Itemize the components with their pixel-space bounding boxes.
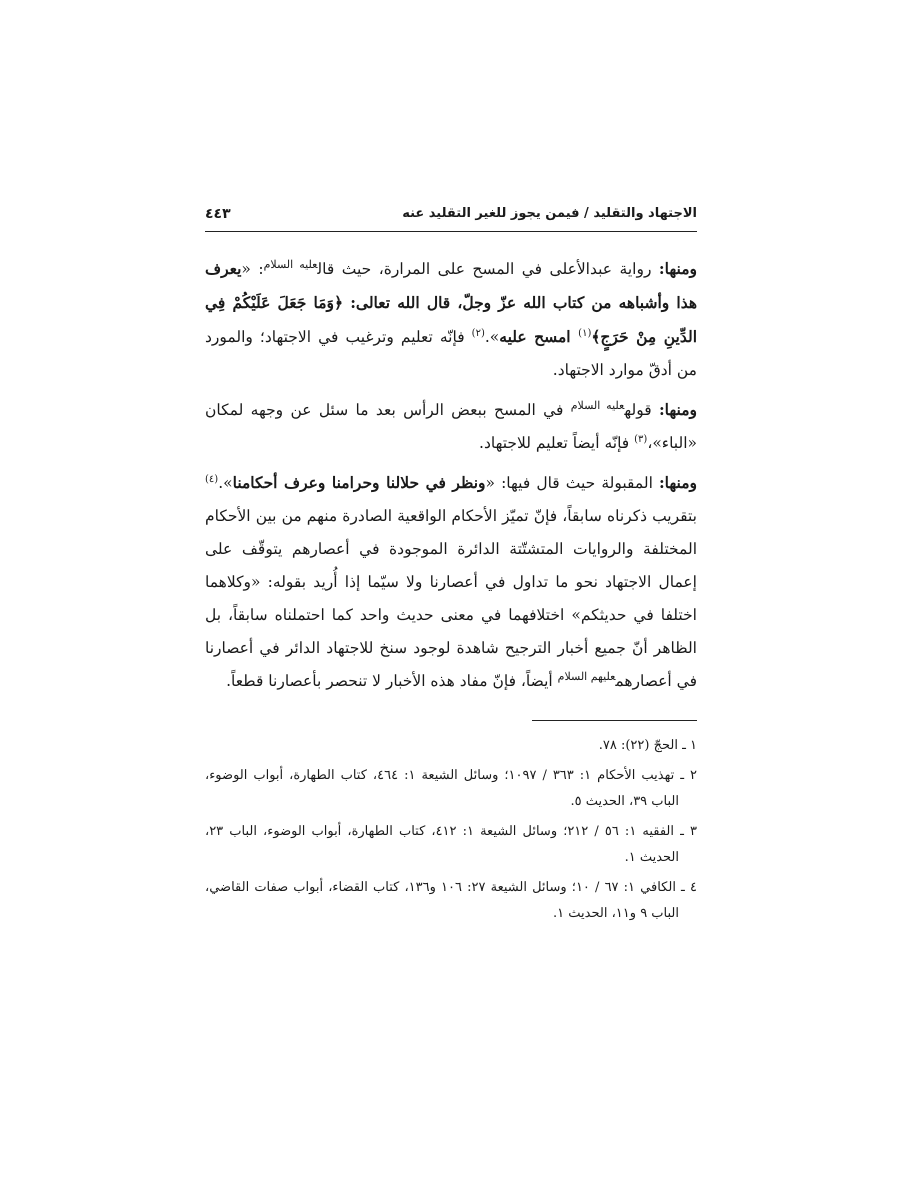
paragraph-text: في المسح ببعض الرأس بعد ما سئل عن وجهه لمكان «الباء»، xyxy=(205,401,697,452)
footnote-ref: (٤) xyxy=(205,473,219,485)
main-text xyxy=(205,252,697,698)
footnote-separator xyxy=(532,720,697,721)
running-header xyxy=(205,200,697,230)
paragraph-text: : « xyxy=(241,260,264,278)
header-rule xyxy=(205,231,697,232)
footnote-ref: (١) xyxy=(578,327,592,339)
paragraph-text: رواية عبدالأعلى في المسح على المرارة، حيث قال xyxy=(317,260,659,278)
quoted-hadith: امسح عليه xyxy=(499,327,579,346)
paragraph-lead: ومنها: xyxy=(658,259,697,278)
footnote-ref: (٣) xyxy=(634,433,648,445)
paragraph-text: ». xyxy=(484,328,500,346)
paragraph-3 xyxy=(205,466,697,698)
footnote: ٢ ـ تهذيب الأحكام ١: ٣٦٣ / ١٠٩٧؛ وسائل الشيعة ١: ٤٦٤، كتاب الطهارة، أبواب الوضوء، الباب ٣٩، الحديث ٥. xyxy=(205,768,698,809)
paragraph-1 xyxy=(205,252,697,387)
paragraph-text: المقبولة حيث قال فيها: « xyxy=(485,474,659,492)
paragraph-lead: ومنها: xyxy=(658,473,698,492)
honorific-mark: عليهم السلام xyxy=(557,669,616,683)
quoted-hadith: يعرف هذا وأشباهه من كتاب الله عزّ وجلّ، قال الله تعالى: ﴿وَمَا جَعَلَ عَلَيْكُمْ فِي الدِّينِ مِنْ حَرَجٍ﴾ xyxy=(205,259,697,346)
paragraph-text: بتقريب ذكرناه سابقاً، فإنّ تميّز الأحكام الواقعية الصادرة منهم من بين الأحكام المختلفة والروايات المتشتّتة الدائرة الموجودة في أعصارهم يتوقّف على إعمال الاجتهاد نحو ما تداول في أعصارنا ولا سيّما إذا أُريد بقوله: «وكلاهما اختلفا في حديثكم» اختلافهما في معنى حديث واحد كما احتملناه سابقاً، بل الظاهر أنّ جميع أخبار الترجيح شاهدة لوجود سنخ للاجتهاد الدائر في أعصارنا في أعصارهم xyxy=(205,507,697,690)
paragraph-lead: ومنها: xyxy=(658,400,697,419)
paragraph-2 xyxy=(205,393,697,460)
paragraph-text: فإنّه تعليم وترغيب في الاجتهاد؛ والمورد من أدقّ موارد الاجتهاد. xyxy=(205,328,697,379)
footnote: ٣ ـ الفقيه ١: ٥٦ / ٢١٢؛ وسائل الشيعة ١: ٤١٢، كتاب الطهارة، أبواب الوضوء، الباب ٢٣، الحديث ١. xyxy=(205,824,697,865)
book-page xyxy=(205,200,697,931)
footnote-ref: (٢) xyxy=(471,327,485,339)
footnotes xyxy=(205,733,697,927)
page-number: ٤٤٣ xyxy=(205,206,231,222)
footnote: ٤ ـ الكافي ١: ٦٧ / ١٠؛ وسائل الشيعة ٢٧: ١٠٦ و١٣٦، كتاب القضاء، أبواب صفات القاضي، الباب ٩ و١١، الحديث ١. xyxy=(205,880,697,921)
honorific-mark: عليه السلام xyxy=(570,398,625,412)
paragraph-text: أيضاً، فإنّ مفاد هذه الأخبار لا تنحصر بأعصارنا قطعاً. xyxy=(226,672,558,690)
honorific-mark: عليه السلام xyxy=(263,257,318,271)
paragraph-text: فإنّه أيضاً تعليم للاجتهاد. xyxy=(479,434,635,452)
paragraph-text: قوله xyxy=(624,401,659,419)
quoted-hadith: ونظر في حلالنا وحرامنا وعرف أحكامنا xyxy=(232,473,486,492)
footnote: ١ ـ الحجّ (٢٢): ٧٨. xyxy=(598,738,697,753)
running-header-title: الاجتهاد والتقليد / فيمن يجوز للغير التقليد عنه xyxy=(402,206,697,221)
paragraph-text: ». xyxy=(218,474,233,492)
